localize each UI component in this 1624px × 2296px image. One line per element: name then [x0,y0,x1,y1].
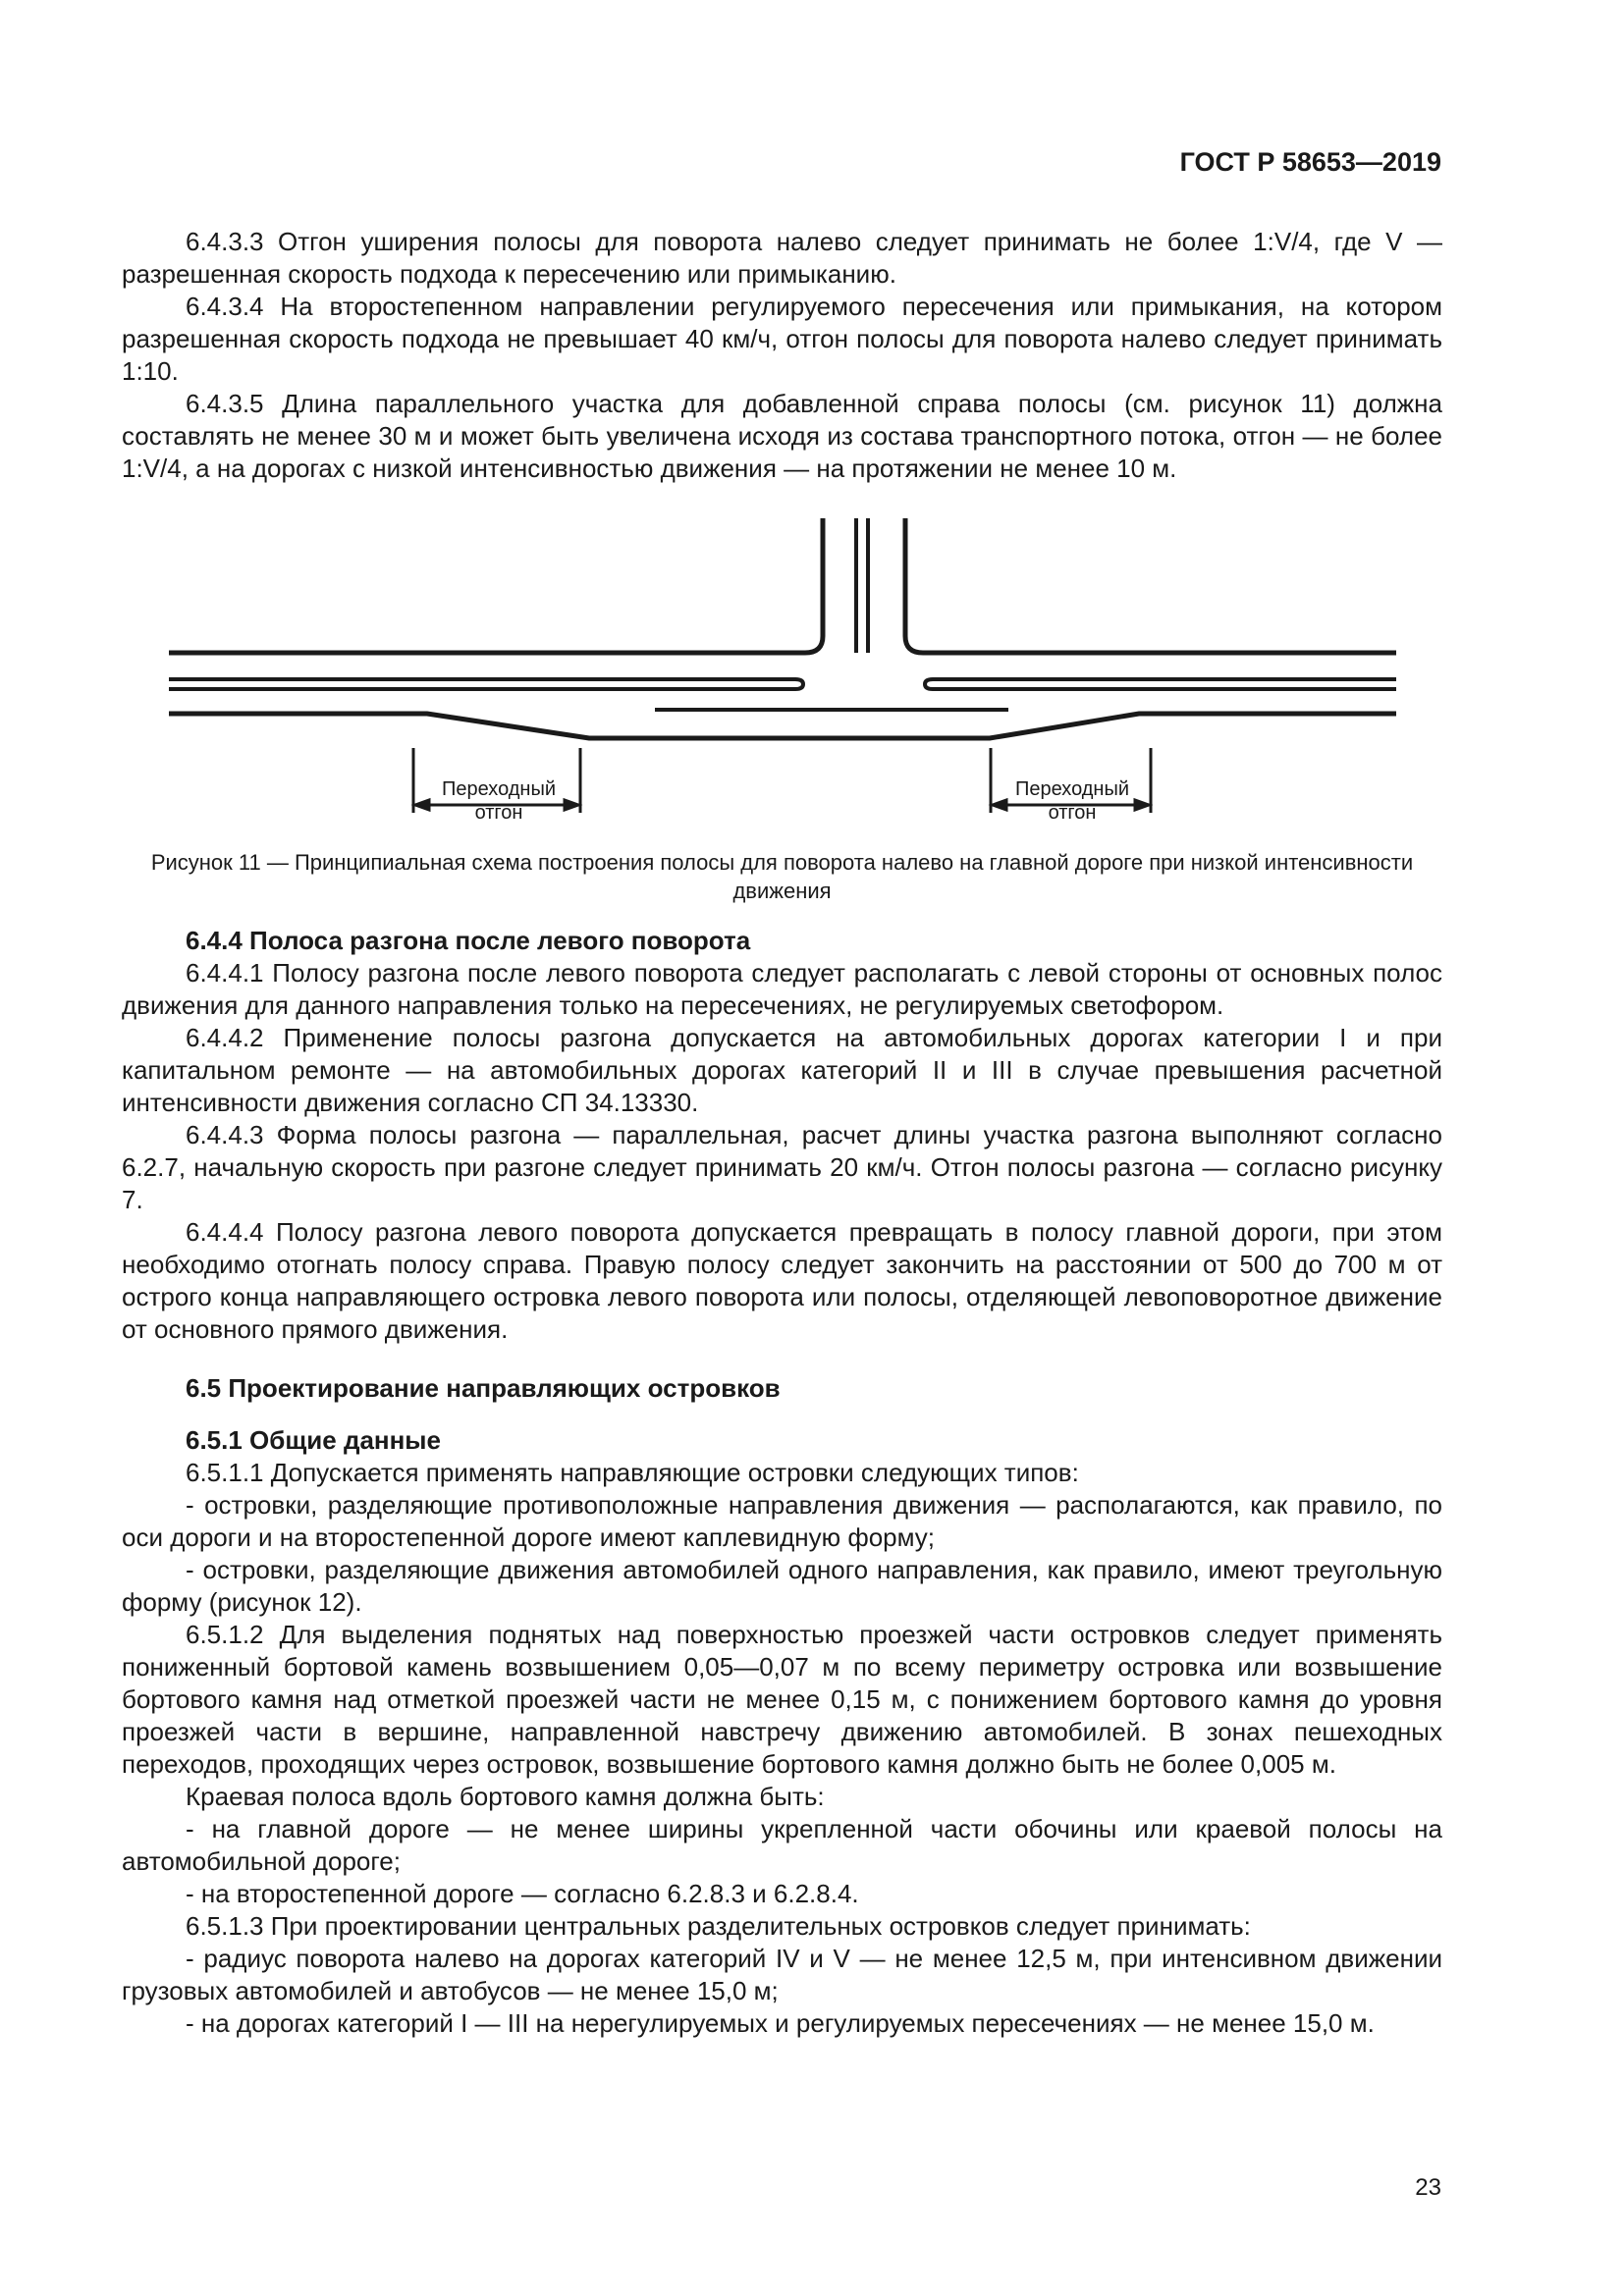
figure-11 [157,510,1404,844]
section-6-4-4 [122,925,1442,1346]
list-item-secondary-road: - на второстепенной дороге — согласно 6.2.8.3 и 6.2.8.4. [186,1879,859,1908]
paragraph-edge-strip: Краевая полоса вдоль бортового камня должна быть: [186,1782,825,1811]
label-left-line1: Переходный [441,778,557,800]
top-text-block [122,226,1442,485]
list-item-categories-i-iii: - на дорогах категорий I — III на нерегулируемых и регулируемых пересечениях — не менее 15,0 м. [186,2008,1375,2038]
label-right-line1: Переходный [1014,778,1130,800]
list-item-drop-islands: - островки, разделяющие противоположные направления движения — располагаются, как правило, по оси дороги и на второстепенной дороге имеют каплевидную форму; [122,1490,1442,1552]
list-item-triangle-islands: - островки, разделяющие движения автомобилей одного направления, как правило, имеют треугольную форму (рисунок 12). [122,1555,1442,1617]
paragraph-6-4-4-3: 6.4.4.3 Форма полосы разгона — параллельная, расчет длины участка разгона выполняют согласно 6.2.7, начальную скорость при разгоне следует принимать 20 км/ч. Отгон полосы разгона — согласно рисунку 7. [122,1120,1442,1214]
page-number: 23 [1415,2174,1441,2201]
heading-6-5: 6.5 Проектирование направляющих островков [186,1373,781,1403]
label-transition-right [994,777,1151,825]
paragraph-6-5-1-1: 6.5.1.1 Допускается применять направляющие островки следующих типов: [186,1458,1079,1487]
label-right-line2: отгон [1048,802,1097,824]
label-left-line2: отгон [474,802,523,824]
figure-caption: Рисунок 11 — Принципиальная схема построения полосы для поворота налево на главной дороге при низкой интенсивности движения [150,850,1414,903]
road-edge-top-right [905,518,1396,653]
list-item-main-road: - на главной дороге — не менее ширины укрепленной части обочины или краевой полосы на автомобильной дороге; [122,1814,1442,1876]
heading-6-5-1: 6.5.1 Общие данные [186,1425,441,1455]
paragraph-6-4-3-5: 6.4.3.5 Длина параллельного участка для добавленной справа полосы (см. рисунок 11) должна составлять не менее 30 м и может быть увеличена исходя из состава транспортного потока, отгон — не более 1:V/4, а на дорогах с низкой интенсивностью движения — на протяжении не менее 10 м. [122,389,1442,483]
label-transition-left [420,777,577,825]
paragraph-6-5-1-2: 6.5.1.2 Для выделения поднятых над поверхностью проезжей части островков следует применять пониженный бортовой камень возвышением 0,05—0,07 м по всему периметру островка или возвышение бортового камня над отметкой проезжей части не менее 0,15 м, с понижением бортового камня до уровня проезжей части в вершине, направленной навстречу движению автомобилей. В зонах пешеходных переходов, проходящих через островок, возвышение бортового камня должно быть не более 0,005 м. [122,1620,1442,1779]
heading-6-4-4: 6.4.4 Полоса разгона после левого поворота [186,926,751,955]
road-scheme-diagram [157,510,1404,844]
road-edge-top-left [169,518,823,653]
main-road-centerline-right [925,679,1396,689]
paragraph-6-5-1-3: 6.5.1.3 При проектировании центральных разделительных островков следует принимать: [186,1911,1251,1941]
road-edge-bottom [169,714,1396,738]
section-6-5 [122,1372,1442,2040]
paragraph-6-4-3-4: 6.4.3.4 На второстепенном направлении регулируемого пересечения или примыкания, на котором разрешенная скорость подхода не превышает 40 км/ч, отгон полосы для поворота налево следует принимать 1:10. [122,292,1442,386]
paragraph-6-4-4-4: 6.4.4.4 Полосу разгона левого поворота допускается превращать в полосу главной дороги, при этом необходимо отогнать полосу справа. Правую полосу следует закончить на расстоянии от 500 до 700 м от острого конца направляющего островка левого поворота или полосы, отделяющей левоповоротное движение от основного прямого движения. [122,1217,1442,1344]
document-header: ГОСТ Р 58653—2019 [1179,147,1441,177]
paragraph-6-4-4-2: 6.4.4.2 Применение полосы разгона допускается на автомобильных дорогах категории I и при капитальном ремонте — на автомобильных дорогах категорий II и III в случае превышения расчетной интенсивности движения согласно СП 34.13330. [122,1023,1442,1117]
paragraph-6-4-3-3: 6.4.3.3 Отгон уширения полосы для поворота налево следует принимать не более 1:V/4, где V — разрешенная скорость подхода к пересечению или примыканию. [122,227,1442,289]
paragraph-6-4-4-1: 6.4.4.1 Полосу разгона после левого поворота следует располагать с левой стороны от основных полос движения для данного направления только на пересечениях, не регулируемых светофором. [122,958,1442,1020]
main-road-centerline-left [169,679,803,689]
list-item-turn-radius: - радиус поворота налево на дорогах категорий IV и V — не менее 12,5 м, при интенсивном движении грузовых автомобилей и автобусов — не менее 15,0 м; [122,1944,1442,2005]
